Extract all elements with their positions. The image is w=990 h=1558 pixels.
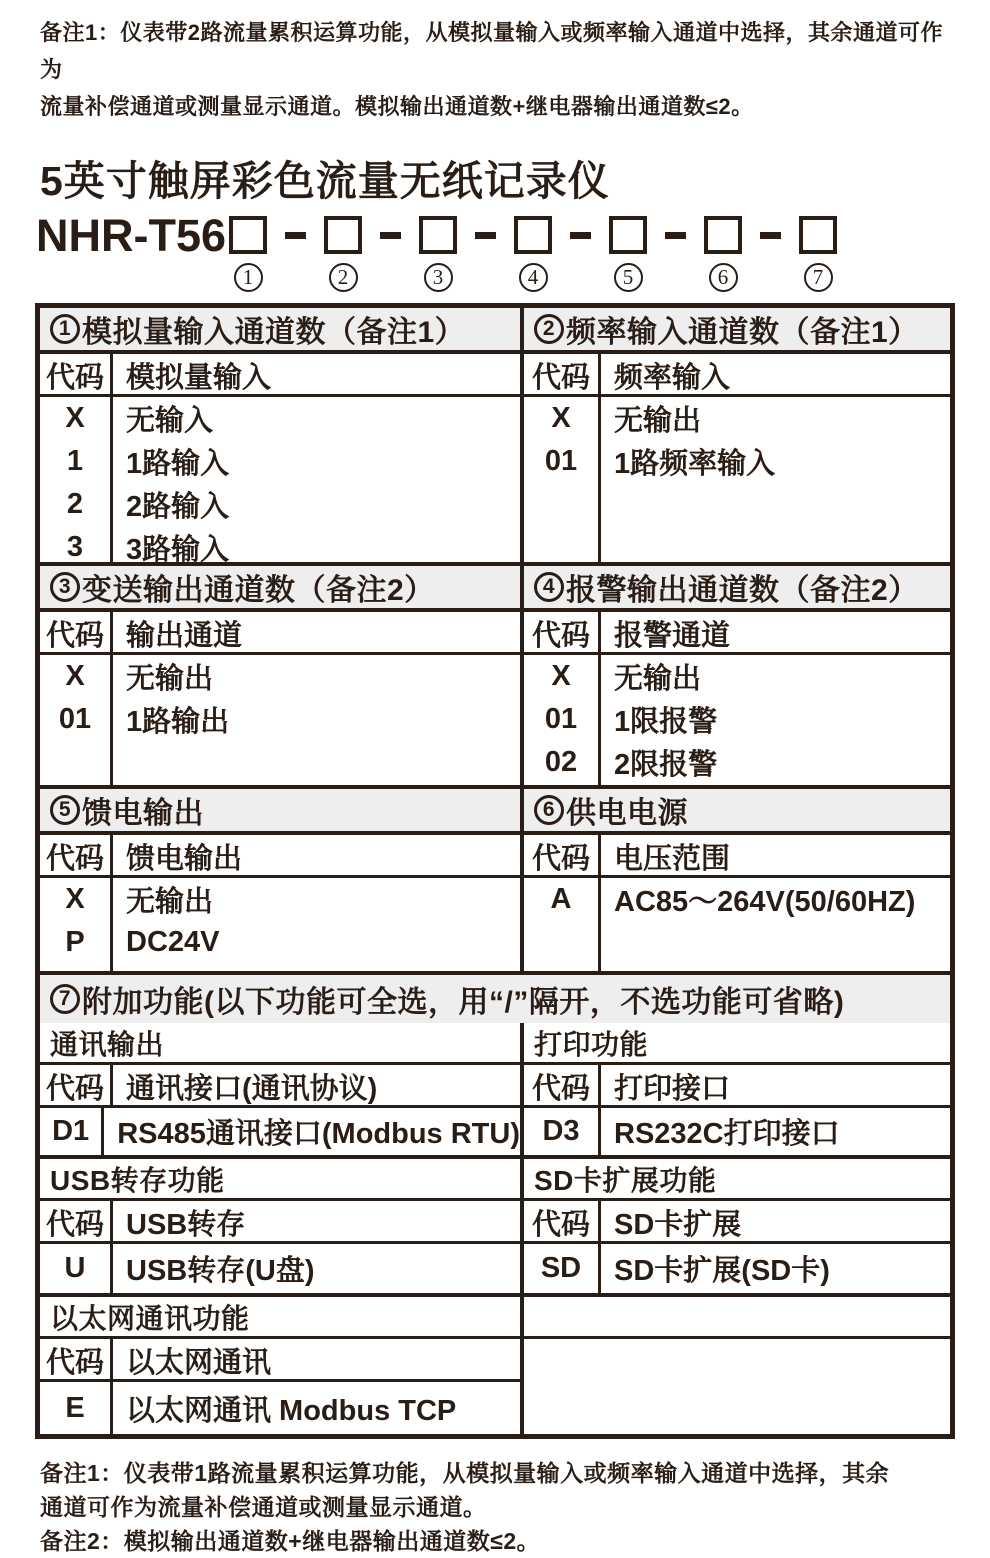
desc-column [601, 397, 950, 562]
section-4-column-headers [524, 612, 950, 655]
section-feed-output [40, 789, 524, 971]
desc-column [113, 1244, 520, 1293]
desc-value: 1路输出 [126, 706, 230, 738]
table-row-sections-3-4 [40, 566, 950, 789]
section-6-header [524, 789, 950, 835]
desc-value: 以太网通讯 Modbus TCP [126, 1394, 457, 1427]
code-box-4 [514, 216, 552, 254]
model-slot-3 [419, 216, 457, 292]
page-title: 5英寸触屏彩色流量无纸记录仪 [40, 158, 610, 204]
code-column [40, 1108, 104, 1155]
dash-separator [760, 232, 781, 239]
desc-column [113, 878, 520, 971]
position-number-6: 6 [709, 263, 738, 292]
subsection-comm-output [40, 1023, 524, 1155]
position-number-5: 5 [614, 263, 643, 292]
model-slot-4 [514, 216, 552, 292]
code-column-header: 代码 [524, 1201, 601, 1244]
section-7-header [40, 975, 950, 1023]
section-5-column-headers [40, 835, 520, 878]
desc-value: 无输入 [126, 405, 214, 437]
code-column-header: 代码 [40, 835, 113, 878]
code-column-header: 代码 [524, 835, 601, 878]
section-1-title: 模拟量输入通道数（备注1） [82, 316, 466, 349]
table-row-usb-sd [40, 1159, 950, 1297]
desc-value: SD卡扩展(SD卡) [614, 1255, 830, 1287]
empty-band-cell [524, 1297, 950, 1339]
model-slot-5 [609, 216, 647, 292]
desc-column [113, 1382, 520, 1434]
section-2-title: 频率输入通道数（备注1） [566, 316, 919, 349]
ethernet-column-headers [40, 1339, 520, 1382]
desc-column-header: 输出通道 [126, 620, 243, 652]
code-column [40, 1244, 113, 1293]
sd-card-row [524, 1244, 950, 1293]
desc-column [601, 655, 950, 785]
code-value: 01 [544, 445, 578, 477]
print-function-band: 打印功能 [524, 1023, 950, 1065]
sd-card-band: SD卡扩展功能 [524, 1159, 950, 1201]
usb-transfer-band: USB转存功能 [40, 1159, 520, 1201]
circled-4-icon: 4 [534, 572, 564, 602]
code-column-header: 代码 [524, 1065, 601, 1108]
code-column [40, 878, 113, 971]
code-box-6 [704, 216, 742, 254]
code-value: X [65, 883, 85, 915]
dash-separator [475, 232, 496, 239]
code-value: 01 [58, 703, 92, 735]
code-value: P [65, 926, 85, 958]
section-6-body [524, 878, 950, 971]
top-note-block [40, 14, 950, 125]
model-code-row [36, 210, 990, 292]
model-slot-7 [799, 216, 837, 292]
code-column [524, 878, 601, 971]
subsection-usb-transfer [40, 1159, 524, 1293]
position-number-4: 4 [519, 263, 548, 292]
dash-separator [285, 232, 306, 239]
desc-column [601, 1108, 950, 1155]
desc-column [113, 397, 520, 569]
section-4-title: 报警输出通道数（备注2） [566, 574, 919, 607]
subsection-print-function [524, 1023, 950, 1155]
desc-value: RS232C打印接口 [614, 1118, 840, 1150]
desc-column [113, 655, 520, 785]
desc-column-header: 报警通道 [614, 620, 731, 652]
print-function-row [524, 1108, 950, 1155]
model-slot-2 [324, 216, 362, 292]
section-6-title: 供电电源 [566, 797, 688, 830]
table-row-sections-1-2 [40, 308, 950, 566]
code-column [524, 1244, 601, 1293]
desc-column-header: 打印接口 [614, 1073, 731, 1105]
circled-5-icon: 5 [50, 795, 80, 825]
desc-value: 1路频率输入 [614, 448, 776, 480]
section-1-body [40, 397, 520, 569]
bottom-note-line-2: 通道可作为流量补偿通道或测量显示通道。 [40, 1494, 487, 1520]
desc-value: DC24V [126, 926, 220, 958]
circled-2-icon: 2 [534, 314, 564, 344]
circled-7-icon: 7 [50, 984, 80, 1014]
dash-separator [570, 232, 591, 239]
model-prefix: NHR-T56 [36, 210, 227, 261]
section-5-body [40, 878, 520, 971]
code-value: D3 [542, 1115, 580, 1147]
code-box-5 [609, 216, 647, 254]
desc-value: 无输出 [126, 886, 214, 918]
code-value: X [551, 660, 571, 692]
section-3-column-headers [40, 612, 520, 655]
sd-card-column-headers [524, 1201, 950, 1244]
section-4-body [524, 655, 950, 785]
ethernet-row [40, 1382, 520, 1434]
desc-value: 1限报警 [614, 706, 718, 738]
code-column-header: 代码 [40, 354, 113, 397]
circled-1-icon: 1 [50, 314, 80, 344]
position-number-2: 2 [329, 263, 358, 292]
subsection-ethernet [40, 1297, 524, 1434]
section-2-body [524, 397, 950, 562]
code-value: E [65, 1391, 85, 1424]
position-number-3: 3 [424, 263, 453, 292]
comm-output-column-headers [40, 1065, 520, 1108]
code-box-7 [799, 216, 837, 254]
bottom-note-block [40, 1456, 950, 1558]
desc-column [104, 1108, 520, 1155]
desc-column-header: 通讯接口(通讯协议) [126, 1073, 378, 1105]
subsection-empty [524, 1297, 950, 1434]
code-column [40, 655, 113, 785]
code-value: D1 [52, 1115, 90, 1147]
desc-value: 无输出 [614, 663, 702, 695]
code-column [40, 397, 113, 569]
desc-column [601, 878, 950, 971]
circled-3-icon: 3 [50, 572, 80, 602]
code-column [40, 1382, 113, 1434]
code-column-header: 代码 [40, 1201, 113, 1244]
table-row-section-7-header [40, 975, 950, 1023]
desc-value: 2限报警 [614, 749, 718, 781]
code-column-header: 代码 [40, 1065, 113, 1108]
section-3-header [40, 566, 520, 612]
desc-column-header: USB转存 [126, 1209, 246, 1241]
code-value: 2 [66, 488, 84, 520]
desc-value: 3路输入 [126, 534, 230, 566]
ordering-spec-table [35, 303, 955, 1439]
desc-column [601, 1244, 950, 1293]
section-alarm-output [524, 566, 950, 785]
code-box-3 [419, 216, 457, 254]
bottom-note-line-1: 备注1：仪表带1路流量累积运算功能，从模拟量输入或频率输入通道中选择，其余 [40, 1460, 890, 1486]
section-5-header [40, 789, 520, 835]
desc-value: 1路输入 [126, 448, 230, 480]
code-value: SD [540, 1252, 582, 1284]
code-box-1 [229, 216, 267, 254]
top-note-line-1: 备注1：仪表带2路流量累积运算功能，从模拟量输入或频率输入通道中选择，其余通道可作为 [40, 20, 943, 82]
empty-cell [524, 1339, 950, 1434]
section-5-title: 馈电输出 [82, 797, 204, 830]
section-3-title: 变送输出通道数（备注2） [82, 574, 435, 607]
position-number-1: 1 [234, 263, 263, 292]
code-column [524, 397, 601, 562]
section-6-column-headers [524, 835, 950, 878]
code-value: X [65, 660, 85, 692]
desc-column-header: 馈电输出 [126, 843, 243, 875]
section-2-column-headers [524, 354, 950, 397]
section-power-supply [524, 789, 950, 971]
desc-column-header: 频率输入 [614, 362, 731, 394]
comm-output-row [40, 1108, 520, 1155]
print-function-column-headers [524, 1065, 950, 1108]
circled-6-icon: 6 [534, 795, 564, 825]
code-value: X [65, 402, 85, 434]
desc-column-header: 电压范围 [614, 843, 731, 875]
code-column-header: 代码 [40, 1339, 113, 1382]
code-value: 3 [66, 531, 84, 563]
desc-value: USB转存(U盘) [126, 1255, 315, 1287]
usb-transfer-column-headers [40, 1201, 520, 1244]
desc-column-header: 以太网通讯 [126, 1347, 272, 1379]
code-value: 1 [66, 445, 84, 477]
bottom-note-line-3: 备注2：模拟输出通道数+继电器输出通道数≤2。 [40, 1528, 541, 1554]
ethernet-band: 以太网通讯功能 [40, 1297, 520, 1339]
table-row-comm-print [40, 1023, 950, 1159]
desc-value: 无输出 [614, 405, 702, 437]
section-1-header [40, 308, 520, 354]
usb-transfer-row [40, 1244, 520, 1293]
section-analog-input [40, 308, 524, 566]
code-value: U [64, 1252, 86, 1284]
model-slot-6 [704, 216, 742, 292]
code-column-header: 代码 [524, 354, 601, 397]
dash-separator [665, 232, 686, 239]
subsection-sd-card [524, 1159, 950, 1293]
dash-separator [380, 232, 401, 239]
code-value: A [550, 883, 572, 915]
desc-value: 无输出 [126, 663, 214, 695]
code-value: 02 [544, 746, 578, 778]
top-note-line-2: 流量补偿通道或测量显示通道。模拟输出通道数+继电器输出通道数≤2。 [40, 94, 754, 119]
table-row-ethernet [40, 1297, 950, 1434]
code-column-header: 代码 [524, 612, 601, 655]
comm-output-band: 通讯输出 [40, 1023, 520, 1065]
desc-value: AC85～264V(50/60HZ) [614, 886, 916, 918]
desc-value: RS485通讯接口(Modbus RTU) [117, 1118, 520, 1150]
table-row-sections-5-6 [40, 789, 950, 975]
section-2-header [524, 308, 950, 354]
desc-value: 2路输入 [126, 491, 230, 523]
section-3-body [40, 655, 520, 785]
section-4-header [524, 566, 950, 612]
code-box-2 [324, 216, 362, 254]
section-transmit-output [40, 566, 524, 785]
code-column [524, 655, 601, 785]
code-column [524, 1108, 601, 1155]
position-number-7: 7 [804, 263, 833, 292]
code-value: X [551, 402, 571, 434]
desc-column-header: SD卡扩展 [614, 1209, 742, 1241]
section-1-column-headers [40, 354, 520, 397]
desc-column-header: 模拟量输入 [126, 362, 272, 394]
code-column-header: 代码 [40, 612, 113, 655]
section-frequency-input [524, 308, 950, 562]
model-slot-1 [229, 216, 267, 292]
section-7-title: 附加功能(以下功能可全选，用“/”隔开，不选功能可省略) [82, 986, 845, 1019]
code-value: 01 [544, 703, 578, 735]
